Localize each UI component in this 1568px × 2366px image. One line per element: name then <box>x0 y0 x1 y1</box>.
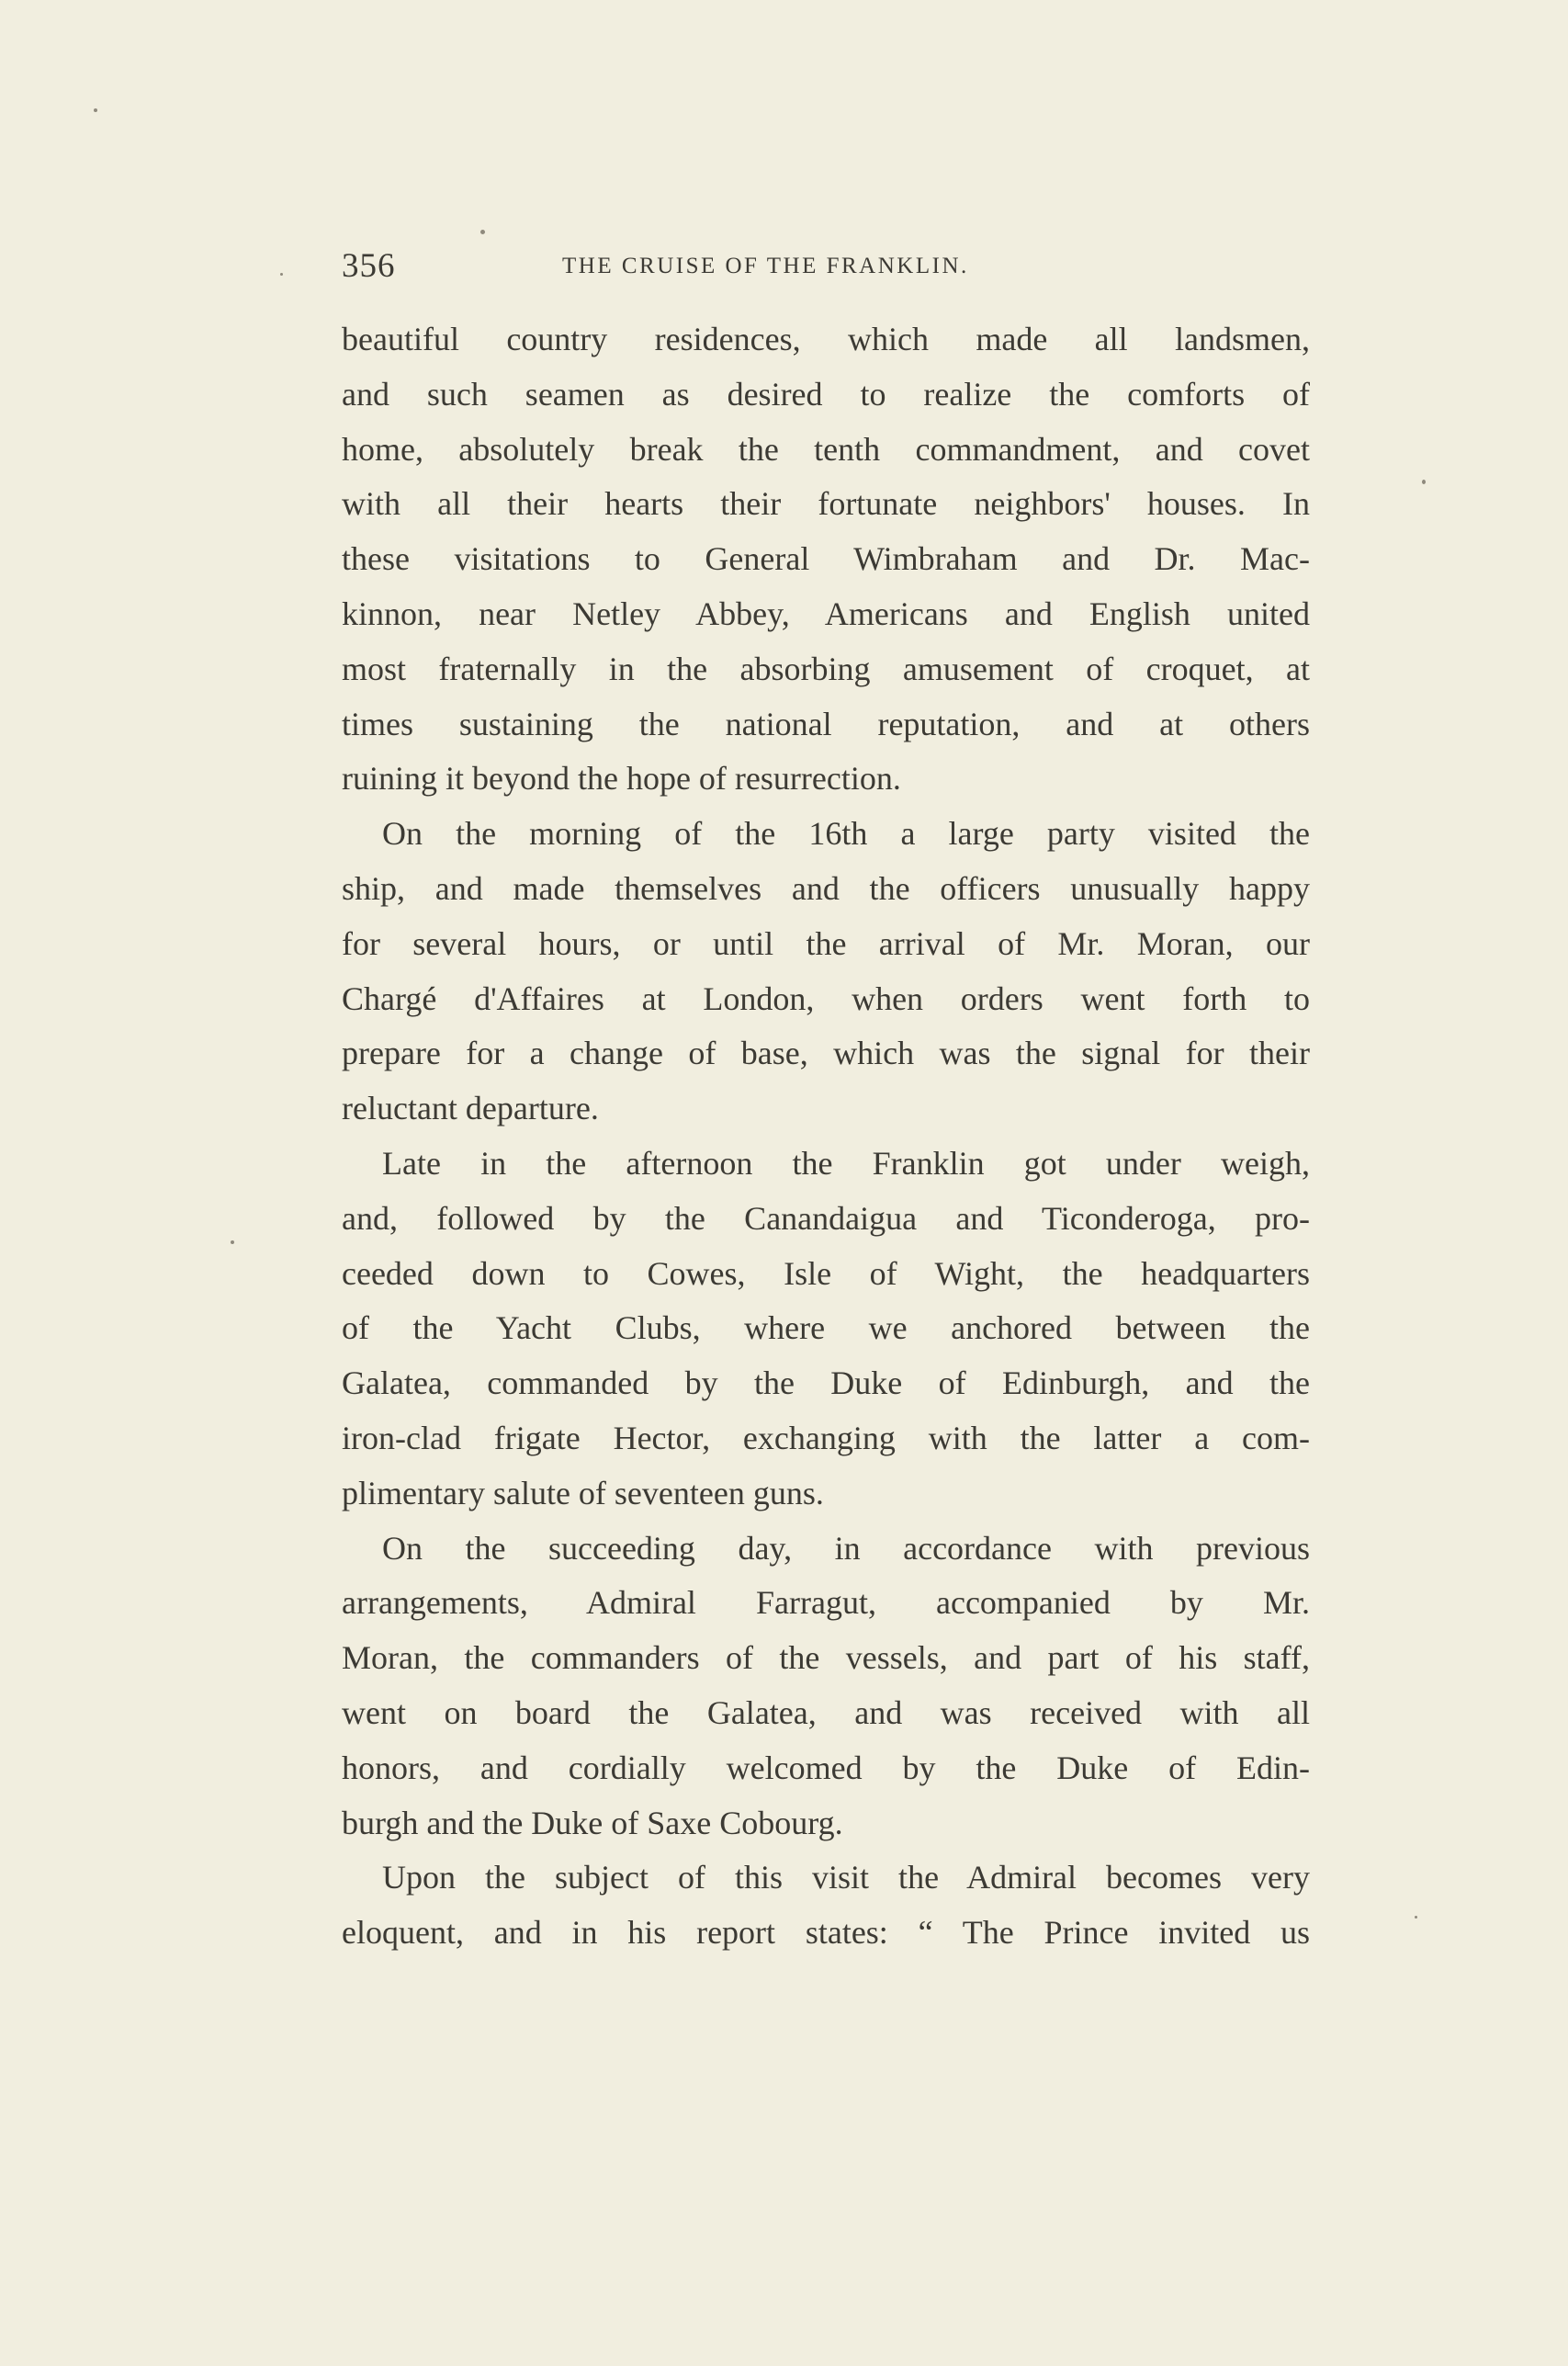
page-header <box>342 246 1306 292</box>
text-line: reluctant departure. <box>342 1090 599 1127</box>
text-line: most fraternally in the absorbing amusement of croquet, at <box>342 650 1310 687</box>
scan-speck <box>1422 480 1426 484</box>
scan-speck <box>480 230 485 234</box>
text-line: On the morning of the 16th a large party visited the <box>382 815 1310 853</box>
text-line: ship, and made themselves and the officers unusually happy <box>342 869 1310 907</box>
text-line: Moran, the commanders of the vessels, and part of his staff, <box>342 1639 1310 1677</box>
paragraph <box>342 1137 1310 1522</box>
text-line: times sustaining the national reputation, and at others <box>342 705 1310 742</box>
paragraph <box>342 1522 1310 1851</box>
text-line: ceeded down to Cowes, Isle of Wight, the headquarters <box>342 1254 1310 1292</box>
paragraph <box>342 312 1310 807</box>
text-line: went on board the Galatea, and was received with all <box>342 1693 1310 1731</box>
text-line: Chargé d'Affaires at London, when orders went forth to <box>342 979 1310 1017</box>
text-line: Upon the subject of this visit the Admiral becomes very <box>382 1859 1310 1896</box>
text-line: home, absolutely break the tenth commandment, and covet <box>342 430 1310 468</box>
text-line: plimentary salute of seventeen guns. <box>342 1474 824 1511</box>
text-line: with all their hearts their fortunate neighbors' houses. In <box>342 485 1310 523</box>
text-line: and such seamen as desired to realize the comforts of <box>342 375 1310 413</box>
text-line: On the succeeding day, in accordance with previous <box>382 1529 1310 1567</box>
text-line: for several hours, or until the arrival of Mr. Moran, our <box>342 924 1310 962</box>
scan-speck <box>280 273 283 276</box>
text-line: and, followed by the Canandaigua and Ticonderoga, pro- <box>342 1199 1310 1237</box>
text-line: kinnon, near Netley Abbey, Americans and English united <box>342 594 1310 632</box>
text-line: honors, and cordially welcomed by the Duke of Edin- <box>342 1749 1310 1786</box>
scan-speck <box>231 1240 234 1244</box>
text-line: prepare for a change of base, which was the signal for their <box>342 1035 1310 1072</box>
running-head: THE CRUISE OF THE FRANKLIN. <box>562 254 969 278</box>
scan-speck <box>94 108 97 112</box>
scan-speck <box>1415 1916 1417 1919</box>
paragraph <box>342 807 1310 1137</box>
text-line: these visitations to General Wimbraham and Dr. Mac- <box>342 540 1310 578</box>
text-line: Galatea, commanded by the Duke of Edinburgh, and the <box>342 1364 1310 1402</box>
text-line: eloquent, and in his report states: “ The Prince invited us <box>342 1914 1310 1952</box>
text-line: iron-clad frigate Hector, exchanging with the latter a com- <box>342 1419 1310 1456</box>
text-line: beautiful country residences, which made all landsmen, <box>342 321 1310 357</box>
text-line: arrangements, Admiral Farragut, accompanied by Mr. <box>342 1584 1310 1622</box>
text-line: of the Yacht Clubs, where we anchored between the <box>342 1309 1310 1347</box>
text-line: Late in the afternoon the Franklin got under weigh, <box>382 1144 1310 1182</box>
paragraph <box>342 1851 1310 1961</box>
text-line: ruining it beyond the hope of resurrection. <box>342 760 901 798</box>
body-text <box>342 312 1310 1961</box>
text-line: burgh and the Duke of Saxe Cobourg. <box>342 1804 843 1841</box>
page-number: 356 <box>342 247 396 285</box>
